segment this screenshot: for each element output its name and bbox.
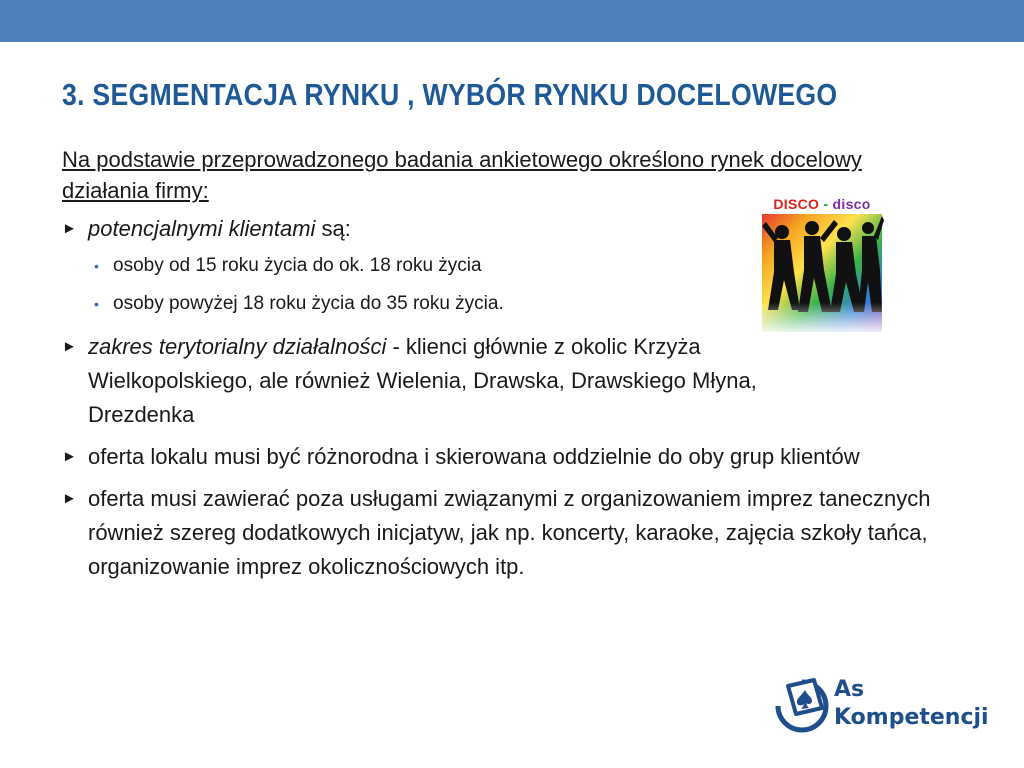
triangle-bullet-icon: ► bbox=[62, 448, 77, 465]
as-kompetencji-logo bbox=[768, 668, 1008, 748]
dancers-silhouette-icon bbox=[760, 192, 884, 334]
bullet-lead: zakres terytorialny działalności bbox=[88, 334, 387, 359]
dot-bullet-icon: • bbox=[94, 296, 99, 312]
disco-label-separator: - bbox=[819, 196, 833, 212]
bullet-offer-variety bbox=[62, 440, 888, 474]
bullet-lead: potencjalnymi klientami bbox=[88, 216, 316, 241]
bullet-territory bbox=[62, 330, 828, 432]
disco-label-part2: disco bbox=[832, 196, 871, 212]
logo-line2: Kompetencji bbox=[834, 705, 989, 730]
logo-line1: As bbox=[834, 677, 865, 702]
logo-text bbox=[834, 676, 989, 732]
bullet-text: są: bbox=[315, 216, 351, 241]
slide-title: 3. SEGMENTACJA RYNKU , WYBÓR RYNKU DOCELOWEGO bbox=[62, 77, 838, 112]
top-accent-bar bbox=[0, 0, 1024, 42]
sub-item-text: osoby od 15 roku życia do ok. 18 roku życia bbox=[113, 255, 482, 276]
dot-bullet-icon: • bbox=[94, 258, 99, 274]
bullet-text: oferta lokalu musi być różnorodna i skierowana oddzielnie do oby grup klientów bbox=[88, 444, 860, 469]
triangle-bullet-icon: ► bbox=[62, 220, 77, 237]
spade-in-circle-icon bbox=[768, 672, 832, 742]
bullet-text: oferta musi zawierać poza usługami związanymi z organizowaniem imprez tanecznych również szereg dodatkowych inicjatyw, jak np. koncerty, karaoke, zajęcia szkoły tańca, organizowanie imprez okolicznościowych itp. bbox=[88, 486, 931, 579]
bullet-text: - klienci głównie z okolic Krzyża Wielkopolskiego, ale również Wielenia, Drawska, Drawskiego Młyna, Drezdenka bbox=[88, 334, 757, 427]
triangle-bullet-icon: ► bbox=[62, 490, 77, 507]
disco-illustration bbox=[760, 192, 884, 334]
intro-text: Na podstawie przeprowadzonego badania ankietowego określono rynek docelowy działania firmy: bbox=[62, 147, 862, 203]
triangle-bullet-icon: ► bbox=[62, 338, 77, 355]
disco-label-part1: DISCO bbox=[773, 196, 820, 212]
bullet-offer-initiatives bbox=[62, 482, 968, 584]
sub-item-text: osoby powyżej 18 roku życia do 35 roku życia. bbox=[113, 293, 504, 314]
